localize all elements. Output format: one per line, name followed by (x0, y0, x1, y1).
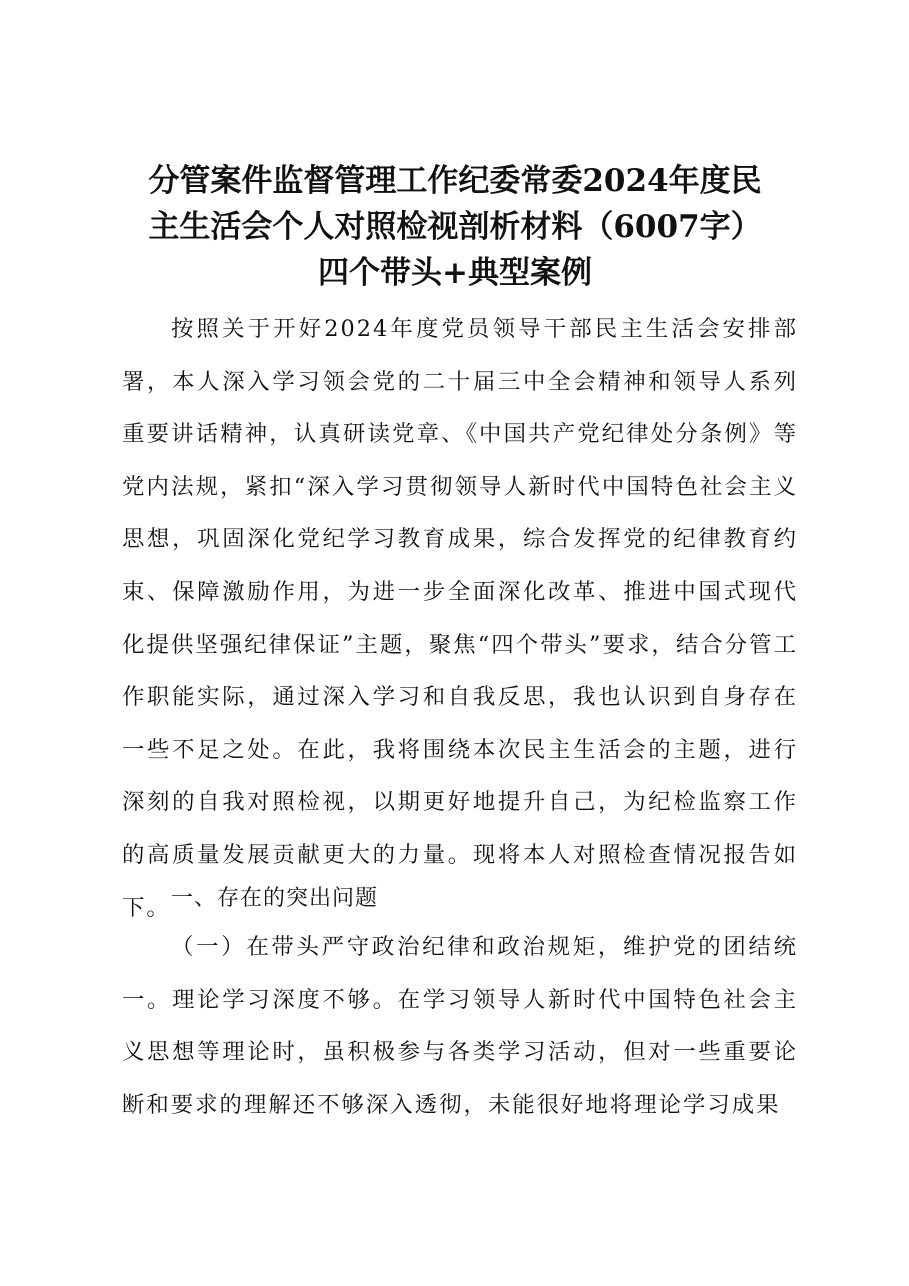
section-paragraph: （一）在带头严守政治纪律和政治规矩，维护党的团结统一。理论学习深度不够。在学习领导人新时代中国特色社会主义思想等理论时，虽积极参与各类学习活动，但对一些重要论断和要求的理解还不够深入透彻，未能很好地将理论学习成果 (122, 934, 798, 1118)
document-title (100, 158, 810, 296)
title-line-1: 分管案件监督管理工作纪委常委2024年度民 (148, 163, 762, 199)
title-line-3: 四个带头+典型案例 (318, 255, 592, 291)
section-heading: 一、存在的突出问题 (171, 886, 379, 911)
title-line-2: 主生活会个人对照检视剖析材料（6007字） (148, 209, 762, 245)
intro-paragraph: 按照关于开好2024年度党员领导干部民主生活会安排部署，本人深入学习领会党的二十届三中全会精神和领导人系列重要讲话精神，认真研读党章、《中国共产党纪律处分条例》等党内法规，紧扣“深入学习贯彻领导人新时代中国特色社会主义思想，巩固深化党纪学习教育成果，综合发挥党的纪律教育约束、保障激励作用，为进一步全面深化改革、推进中国式现代化提供坚强纪律保证”主题，聚焦“四个带头”要求，结合分管工作职能实际，通过深入学习和自我反思，我也认识到自身存在一些不足之处。在此，我将围绕本次民主生活会的主题，进行深刻的自我对照检视，以期更好地提升自己，为纪检监察工作的高质量发展贡献更大的力量。现将本人对照检查情况报告如下。 (122, 316, 798, 921)
